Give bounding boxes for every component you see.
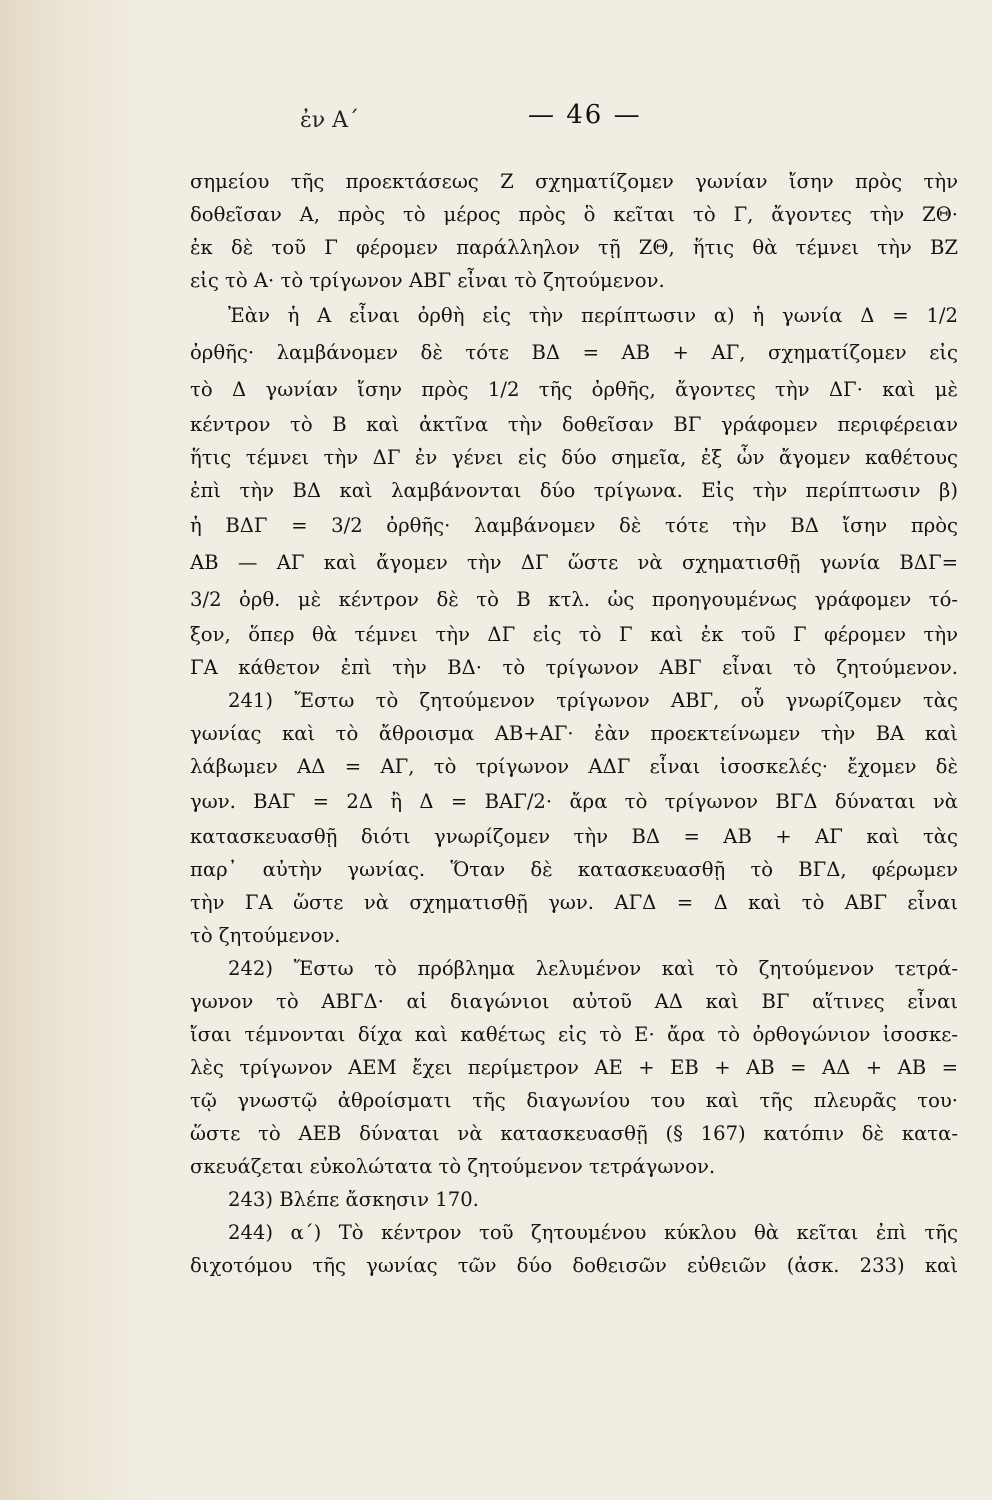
text-line: λάβωμεν ΑΔ = ΑΓ, τὸ τρίγωνον ΑΔΓ εἶναι ἰσοσκελές· ἔχομεν δὲ [190, 755, 958, 778]
text-line: ἐπὶ τὴν ΒΔ καὶ λαμβάνονται δύο τρίγωνα. Εἰς τὴν περίπτωσιν β) [190, 479, 958, 502]
text-line: εἰς τὸ Α· τὸ τρίγωνον ΑΒΓ εἶναι τὸ ζητούμενον. [190, 269, 665, 292]
text-line: 3/2 ὀρθ. μὲ κέντρον δὲ τὸ Β κτλ. ὡς προηγουμένως γράφομεν τό- [190, 588, 958, 611]
text-line: διχοτόμου τῆς γωνίας τῶν δύο δοθεισῶν εὐθειῶν (ἀσκ. 233) καὶ [190, 1254, 958, 1277]
text-line: 243) Βλέπε ἄσκησιν 170. [228, 1188, 479, 1211]
text-line: ὥστε τὸ ΑΕΒ δύναται νὰ κατασκευασθῇ (§ 167) κατόπιν δὲ κατα- [190, 1122, 958, 1145]
text-line: παρ᾽ αὐτὴν γωνίας. Ὅταν δὲ κατασκευασθῇ τὸ ΒΓΔ, φέρωμεν [190, 858, 958, 881]
corner-note: ἐν Α΄ [300, 108, 360, 133]
text-line: 244) α΄) Τὸ κέντρον τοῦ ζητουμένου κύκλου θὰ κεῖται ἐπὶ τῆς [228, 1221, 958, 1244]
text-line: γων. ΒΑΓ = 2Δ ἢ Δ = ΒΑΓ/2· ἄρα τὸ τρίγωνον ΒΓΔ δύναται νὰ [190, 790, 958, 813]
text-line: ΑΒ — ΑΓ καὶ ἄγομεν τὴν ΔΓ ὥστε νὰ σχηματισθῇ γωνία ΒΔΓ= [190, 551, 958, 574]
text-line: ΓΑ κάθετον ἐπὶ τὴν ΒΔ· τὸ τρίγωνον ΑΒΓ εἶναι τὸ ζητούμενον. [190, 656, 958, 679]
text-line: γωνίας καὶ τὸ ἄθροισμα ΑΒ+ΑΓ· ἐὰν προεκτείνωμεν τὴν ΒΑ καὶ [190, 722, 958, 745]
text-line: σκευάζεται εὐκολώτατα τὸ ζητούμενον τετράγωνον. [190, 1155, 716, 1178]
body-text [190, 165, 958, 1282]
text-line: ἴσαι τέμνονται δίχα καὶ καθέτως εἰς τὸ Ε· ἄρα τὸ ὀρθογώνιον ἰσοσκε- [190, 1023, 958, 1046]
text-line: ἐκ δὲ τοῦ Γ φέρομεν παράλληλον τῇ ΖΘ, ἥτις θὰ τέμνει τὴν ΒΖ [190, 236, 958, 259]
text-line: ξον, ὅπερ θὰ τέμνει τὴν ΔΓ εἰς τὸ Γ καὶ ἐκ τοῦ Γ φέρομεν τὴν [190, 623, 958, 646]
text-line: σημείου τῆς προεκτάσεως Ζ σχηματίζομεν γωνίαν ἴσην πρὸς τὴν [190, 170, 958, 193]
text-line: τὴν ΓΑ ὥστε νὰ σχηματισθῇ γων. ΑΓΔ = Δ καὶ τὸ ΑΒΓ εἶναι [190, 891, 958, 914]
text-line: τῷ γνωστῷ ἀθροίσματι τῆς διαγωνίου του καὶ τῆς πλευρᾶς του· [190, 1089, 958, 1112]
page-number: — 46 — [528, 100, 642, 130]
text-line: 242) Ἔστω τὸ πρόβλημα λελυμένον καὶ τὸ ζητούμενον τετρά- [228, 957, 958, 980]
text-line: λὲς τρίγωνον ΑΕΜ ἔχει περίμετρον ΑΕ + ΕΒ + ΑΒ = ΑΔ + ΑΒ = [190, 1056, 958, 1079]
text-line: γωνον τὸ ΑΒΓΔ· αἱ διαγώνιοι αὐτοῦ ΑΔ καὶ ΒΓ αἵτινες εἶναι [190, 990, 958, 1013]
text-line: ὀρθῆς· λαμβάνομεν δὲ τότε ΒΔ = ΑΒ + ΑΓ, σχηματίζομεν εἰς [190, 341, 958, 364]
text-line: ἥτις τέμνει τὴν ΔΓ ἐν γένει εἰς δύο σημεῖα, ἐξ ὧν ἄγομεν καθέτους [190, 446, 958, 469]
text-line: τὸ Δ γωνίαν ἴσην πρὸς 1/2 τῆς ὀρθῆς, ἄγοντες τὴν ΔΓ· καὶ μὲ [190, 378, 958, 401]
page-binding-shadow [0, 0, 150, 1500]
text-line: κέντρον τὸ Β καὶ ἀκτῖνα τὴν δοθεῖσαν ΒΓ γράφομεν περιφέρειαν [190, 413, 958, 436]
text-line: Ἐὰν ἡ Α εἶναι ὀρθὴ εἰς τὴν περίπτωσιν α) ἡ γωνία Δ = 1/2 [228, 304, 958, 327]
text-line: κατασκευασθῇ διότι γνωρίζομεν τὴν ΒΔ = ΑΒ + ΑΓ καὶ τὰς [190, 825, 958, 848]
text-line: ἡ ΒΔΓ = 3/2 ὀρθῆς· λαμβάνομεν δὲ τότε τὴν ΒΔ ἴσην πρὸς [190, 514, 958, 537]
text-line: 241) Ἔστω τὸ ζητούμενον τρίγωνον ΑΒΓ, οὗ γνωρίζομεν τὰς [228, 689, 958, 712]
text-line: τὸ ζητούμενον. [190, 924, 341, 947]
text-line: δοθεῖσαν Α, πρὸς τὸ μέρος πρὸς ὃ κεῖται τὸ Γ, ἄγοντες τὴν ΖΘ· [190, 203, 958, 226]
